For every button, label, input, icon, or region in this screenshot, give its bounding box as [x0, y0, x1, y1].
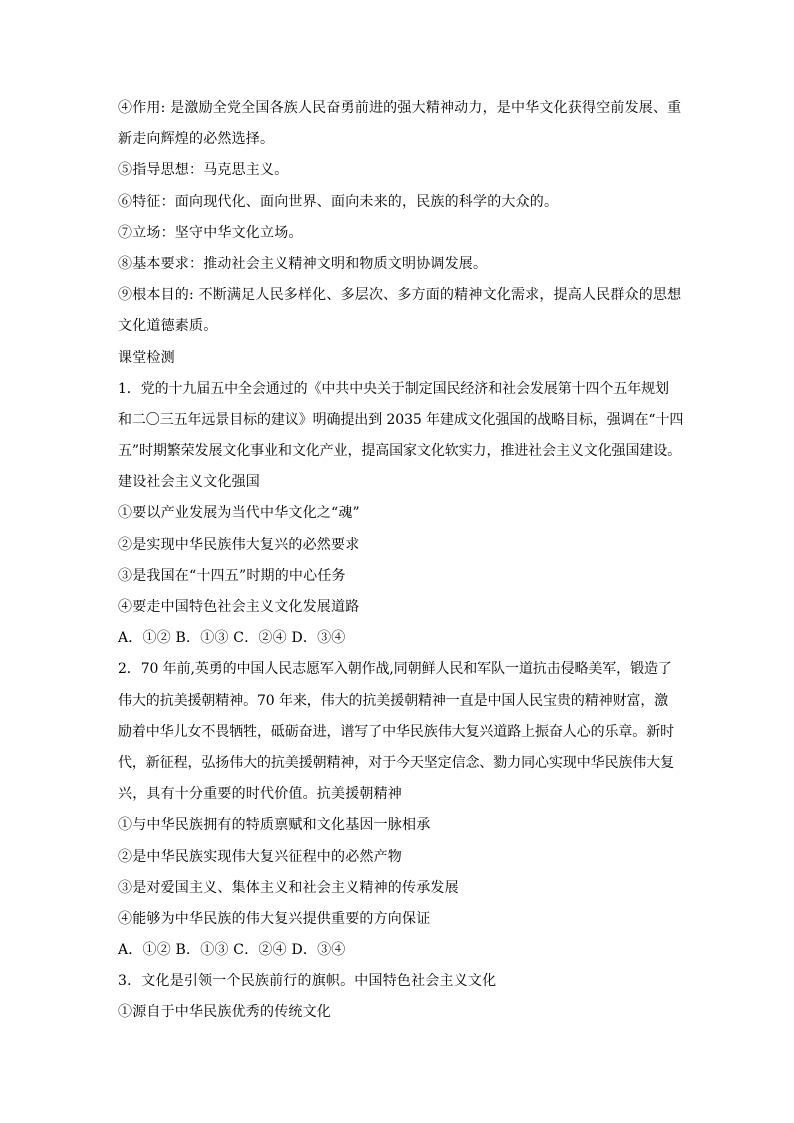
- question-1-statement: ④要走中国特色社会主义文化发展道路: [118, 599, 360, 615]
- text-line: ⑥特征：面向现代化、面向世界、面向未来的，民族的科学的大众的。: [118, 193, 559, 210]
- question-2-stem: 伟大的抗美援朝精神。70 年来，伟大的抗美援朝精神一直是中国人民宝贵的精神财富，激: [118, 692, 669, 709]
- question-2-stem: 2．70 年前,英勇的中国人民志愿军入朝作战,同朝鲜人民和军队一道抗击侵略美军，锻造了: [118, 661, 672, 678]
- text-line: ⑤指导思想：马克思主义。: [118, 162, 289, 179]
- question-1-stem: 五”时期繁荣发展文化事业和文化产业，提高国家文化软实力，推进社会主义文化强国建设。: [118, 443, 682, 460]
- question-2-statement: ③是对爱国主义、集体主义和社会主义精神的传承发展: [118, 879, 459, 896]
- question-1-options: A．①② B．①③ C．②④ D．③④: [118, 630, 346, 647]
- question-2-statement: ④能够为中华民族的伟大复兴提供重要的方向保证: [118, 910, 431, 927]
- text-line: 新走向辉煌的必然选择。: [118, 131, 275, 148]
- question-1-statement: ②是实现中华民族伟大复兴的必然要求: [118, 536, 360, 553]
- section-heading: 课堂检测: [118, 349, 175, 366]
- question-3-stem: 3．文化是引领一个民族前行的旗帜。中国特色社会主义文化: [118, 973, 497, 990]
- question-1-stem: 建设社会主义文化强国: [118, 474, 260, 491]
- document-page: [118, 98, 688, 1034]
- question-1-stem: 和二〇三五年远景目标的建议》明确提出到 2035 年建成文化强国的战略目标，强调在“十四: [118, 411, 684, 428]
- question-2-stem: 兴，具有十分重要的时代价值。抗美援朝精神: [118, 786, 402, 803]
- question-2-statement: ①与中华民族拥有的特质禀赋和文化基因一脉相承: [118, 817, 431, 834]
- text-line: ⑦立场：坚守中华文化立场。: [118, 224, 303, 241]
- question-1-statement: ③是我国在“十四五”时期的中心任务: [118, 567, 346, 584]
- text-line: ④作用: 是激励全党全国各族人民奋勇前进的强大精神动力，是中华文化获得空前发展、重: [118, 100, 682, 116]
- question-2-statement: ②是中华民族实现伟大复兴征程中的必然产物: [118, 848, 402, 865]
- question-2-stem: 励着中华儿女不畏牺牲，砥砺奋进，谱写了中华民族伟大复兴道路上振奋人心的乐章。新时: [118, 723, 674, 740]
- text-line: ⑨根本目的: 不断满足人民多样化、多层次、多方面的精神文化需求，提高人民群众的思想: [118, 287, 682, 304]
- question-1-statement: ①要以产业发展为当代中华文化之“魂”: [118, 505, 360, 522]
- question-2-options: A．①② B．①③ C．②④ D．③④: [118, 942, 346, 959]
- text-line: 文化道德素质。: [118, 318, 218, 335]
- text-line: ⑧基本要求：推动社会主义精神文明和物质文明协调发展。: [118, 255, 488, 272]
- question-2-stem: 代，新征程，弘扬伟大的抗美援朝精神，对于今天坚定信念、勠力同心实现中华民族伟大复: [118, 754, 674, 771]
- question-3-statement: ①源自于中华民族优秀的传统文化: [118, 1004, 331, 1021]
- question-1-stem: 1．党的十九届五中全会通过的《中共中央关于制定国民经济和社会发展第十四个五年规划: [118, 380, 669, 397]
